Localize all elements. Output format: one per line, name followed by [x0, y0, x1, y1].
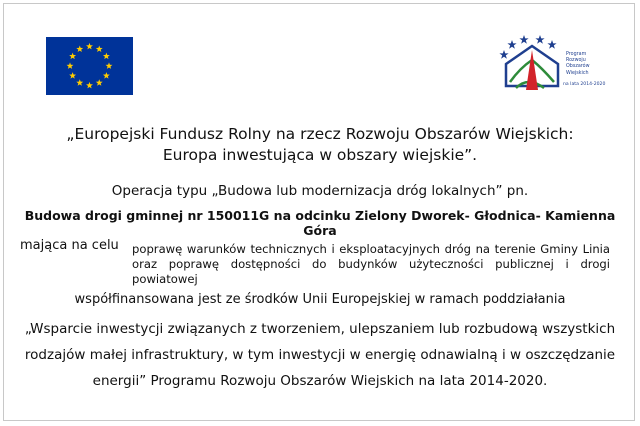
eu-star-icon [106, 62, 113, 69]
prow-logo-line: Wiejskich [566, 70, 589, 76]
measure-line-1: „Wsparcie inwestycji związanych z tworzeniem, ulepszaniem lub rozbudową wszystkich [24, 321, 616, 337]
title-line-1: „Europejski Fundusz Rolny na rzecz Rozwoju Obszarów Wiejskich: [66, 125, 574, 143]
eu-star-icon [69, 72, 76, 79]
eu-star-icon [76, 46, 83, 53]
aim-text: poprawę warunków technicznych i eksploatacyjnych dróg na terenie Gminy Linia oraz poprawę dostępności do budynków użyteczności publicznej i drogi powiatowej [132, 242, 610, 286]
eu-flag-icon [46, 37, 133, 95]
eu-star-icon [103, 53, 110, 60]
measure-line-3: energii” Programu Rozwoju Obszarów Wiejskich na lata 2014-2020. [92, 373, 548, 389]
eu-star-icon [86, 43, 93, 50]
eu-star-icon [96, 46, 103, 53]
operation-type: Operacja typu „Budowa lub modernizacja dróg lokalnych” pn. [111, 183, 529, 199]
eu-star-icon [67, 62, 74, 69]
measure-line-2: rodzajów małej infrastruktury, w tym inwestycji w energię odnawialną i w oszczędzanie [24, 347, 616, 363]
prow-logo-line: Rozwoju [566, 58, 586, 64]
eu-star-icon [96, 79, 103, 86]
prow-logo-years: na lata 2014-2020 [563, 82, 606, 87]
project-name-line-2: Góra [303, 223, 337, 238]
eu-star-icon [86, 82, 93, 89]
prow-logo-text [566, 52, 590, 77]
title-line-2: Europa inwestująca w obszary wiejskie”. [162, 146, 478, 164]
aim-label: mająca na celu [20, 238, 119, 253]
prow-logo-line: Program [566, 52, 587, 57]
eu-star-icon [69, 53, 76, 60]
prow-logo-line: Obszarów [566, 64, 590, 70]
eu-star-icon [103, 72, 110, 79]
project-name-line-1: Budowa drogi gminnej nr 150011G na odcinku Zielony Dworek- Głodnica- Kamienna [24, 208, 616, 223]
cofinancing-line: współfinansowana jest ze środków Unii Europejskiej w ramach poddziałania [74, 292, 566, 307]
eu-star-icon [76, 79, 83, 86]
